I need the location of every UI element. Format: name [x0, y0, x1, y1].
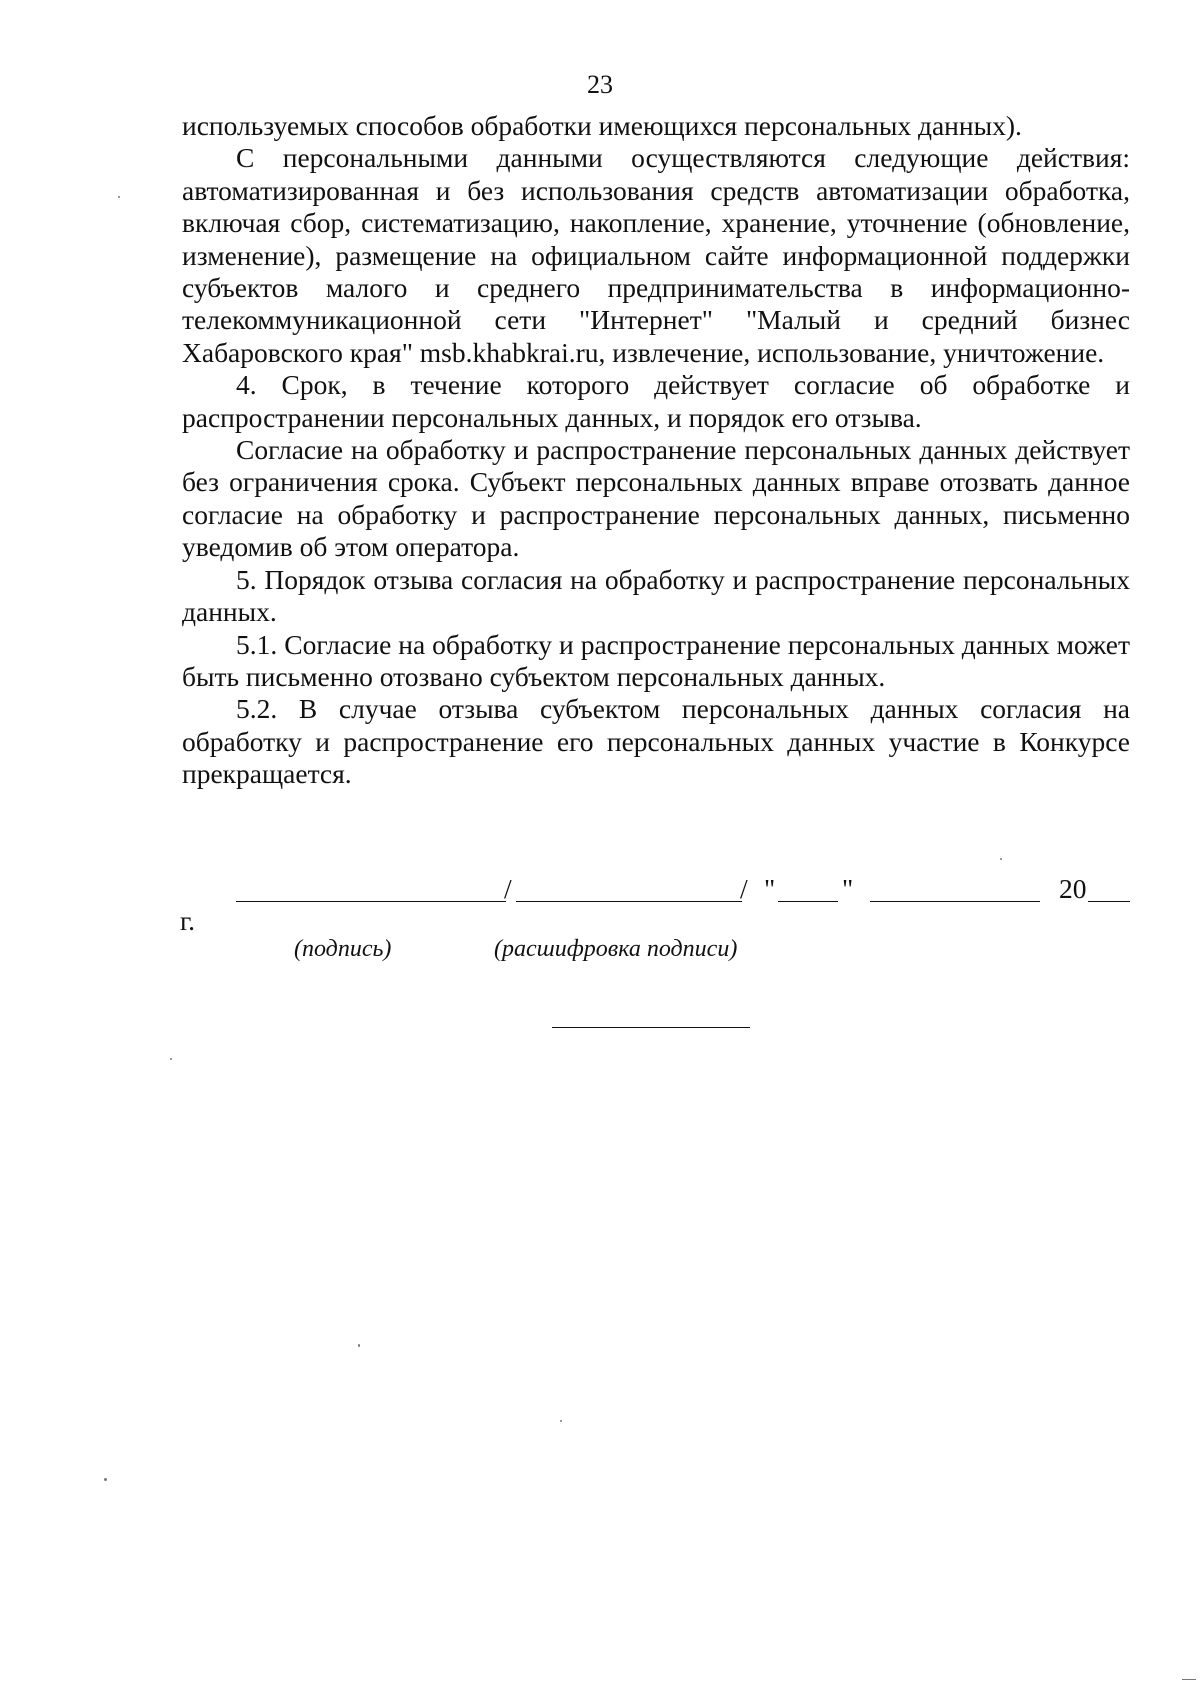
paragraph-consent-term: Согласие на обработку и распространение персональных данных действует без ограничения срока. Субъект персональных данных вправе отозвать данное согласие на обработку и распространение персональных данных, письменно уведомив об этом оператора.: [182, 434, 1130, 563]
paragraph-section-5: 5. Порядок отзыва согласия на обработку и распространение персональных данных.: [182, 563, 1130, 628]
document-body: [182, 110, 1130, 791]
scan-speck: [104, 1478, 107, 1481]
paragraph-section-4: 4. Срок, в течение которого действует согласие об обработке и распространении персональных данных, и порядок его отзыва.: [182, 369, 1130, 433]
day-line: [778, 901, 838, 902]
paragraph-section-5-1: 5.1. Согласие на обработку и распространение персональных данных может быть письменно отозвано субъектом персональных данных.: [182, 628, 1130, 692]
scan-speck: [560, 1420, 562, 1422]
caption-decoding: (расшифровка подписи): [494, 936, 738, 962]
date-quote-open: ": [764, 872, 776, 904]
paragraph-actions: С персональными данными осуществляются следующие действия: автоматизированная и без использования средств автоматизации обработка, включая сбор, систематизацию, накопление, хранение, уточнение (обновление, изменение), размещение на официальном сайте информационной поддержки субъектов малого и среднего предпринимательства в информационно-телекоммуникационной сети "Интернет" "Малый и средний бизнес Хабаровского края" msb.khabkrai.ru, извлечение, использование, уничтожение.: [182, 142, 1130, 368]
slash-separator: /: [504, 872, 512, 904]
scan-speck: [118, 196, 120, 198]
paragraph-section-5-2: 5.2. В случае отзыва субъектом персональных данных согласия на обработку и распространение его персональных данных участие в Конкурсе прекращается.: [182, 693, 1130, 790]
signature-decoding-line: [516, 901, 742, 902]
date-quote-close: ": [842, 872, 854, 904]
scan-speck: [1000, 858, 1002, 860]
signature-line: [236, 901, 506, 902]
slash-separator: /: [740, 872, 748, 904]
caption-signature: (подпись): [294, 936, 392, 962]
signature-row: [236, 870, 1130, 906]
scan-speck: [358, 1344, 360, 1347]
end-rule: [552, 1027, 750, 1028]
year-line: [1088, 901, 1130, 902]
page-number: 23: [587, 70, 613, 99]
scan-speck: [1182, 1679, 1196, 1680]
scan-speck: [170, 1058, 172, 1060]
year-suffix: г.: [180, 905, 196, 936]
year-prefix: 20: [1059, 872, 1087, 904]
paragraph-continuation: используемых способов обработки имеющихся персональных данных).: [182, 110, 1022, 141]
month-line: [870, 901, 1040, 902]
